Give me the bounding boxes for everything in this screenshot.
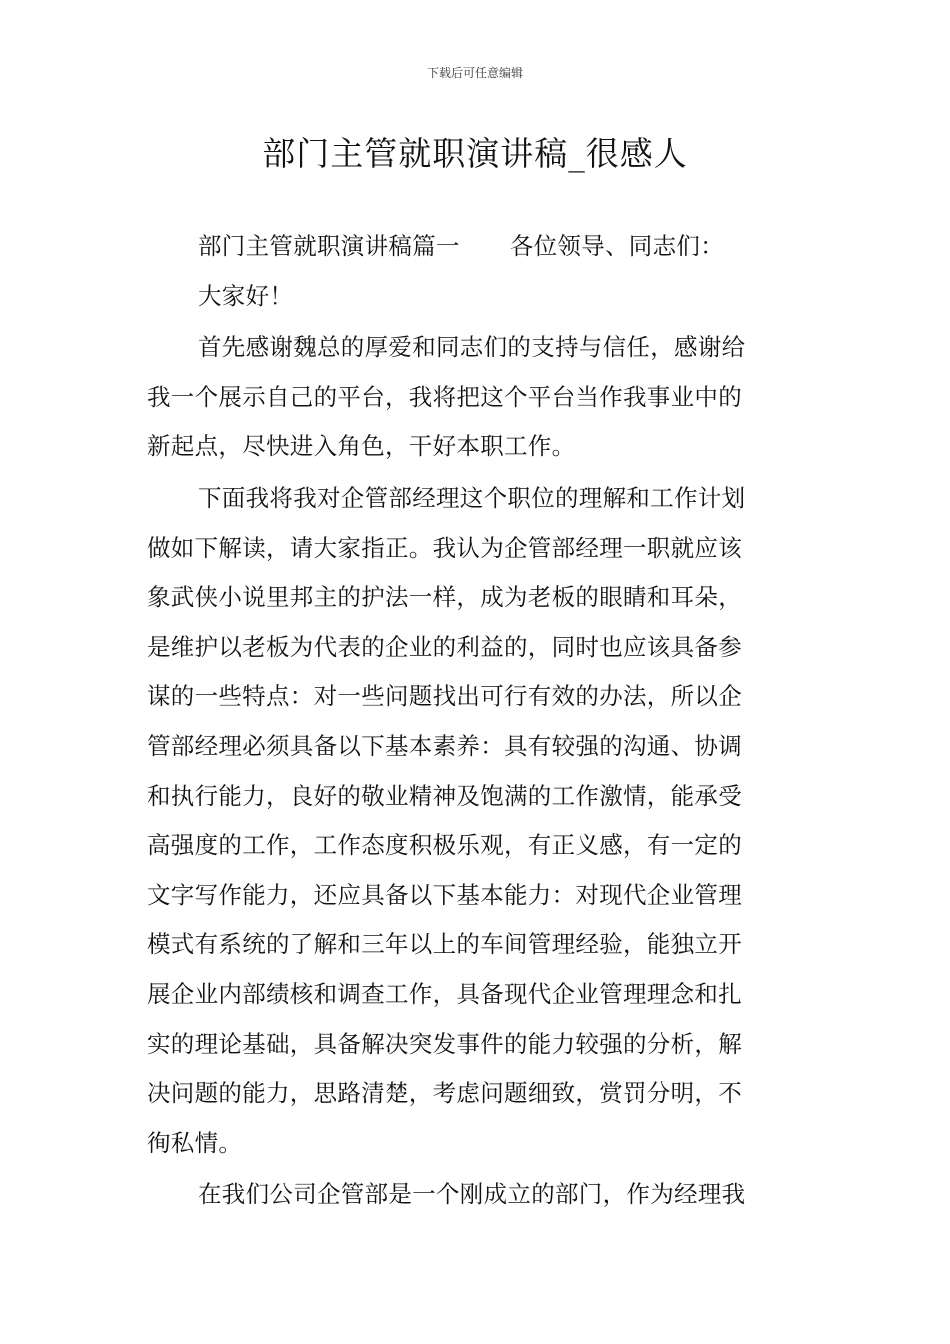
body-paragraph xyxy=(147,1170,807,1220)
opening-line-text xyxy=(147,222,807,272)
paragraph-line: 象武侠小说里邦主的护法一样，成为老板的眼睛和耳朵， xyxy=(147,583,742,612)
header-note: 下载后可任意编辑 xyxy=(426,66,523,80)
paragraph-line: 是维护以老板为代表的企业的利益的，同时也应该具备参 xyxy=(147,632,742,661)
document-title: 部门主管就职演讲稿_很感人 xyxy=(262,134,688,173)
paragraph-line: 和执行能力，良好的敬业精神及饱满的工作激情，能承受 xyxy=(147,781,742,810)
paragraph-list xyxy=(147,323,807,1220)
paragraph-line: 在我们公司企管部是一个刚成立的部门，作为经理我 xyxy=(198,1180,746,1209)
paragraph-line: 管部经理必须具备以下基本素养：具有较强的沟通、协调 xyxy=(147,731,742,760)
body-paragraph xyxy=(147,474,807,1168)
paragraph-line: 我一个展示自己的平台，我将把这个平台当作我事业中的 xyxy=(147,382,742,411)
greeting-paragraph xyxy=(147,272,807,322)
paragraph-line: 做如下解读，请大家指正。我认为企管部经理一职就应该 xyxy=(147,533,742,562)
paragraph-line: 模式有系统的了解和三年以上的车间管理经验，能独立开 xyxy=(147,930,742,959)
speech-heading: 部门主管就职演讲稿篇一 xyxy=(198,232,460,260)
paragraph-line: 谋的一些特点：对一些问题找出可行有效的办法，所以企 xyxy=(147,682,742,711)
paragraph-line: 展企业内部绩核和调查工作，具备现代企业管理理念和扎 xyxy=(147,979,742,1008)
greeting: 大家好！ xyxy=(198,281,294,310)
paragraph-line: 实的理论基础，具备解决突发事件的能力较强的分析，解 xyxy=(147,1029,742,1058)
opening-line xyxy=(147,222,807,272)
paragraph-line: 首先感谢魏总的厚爱和同志们的支持与信任，感谢给 xyxy=(198,333,746,362)
paragraph-line: 文字写作能力，还应具备以下基本能力：对现代企业管理 xyxy=(147,880,742,909)
paragraph-line: 徇私情。 xyxy=(147,1128,243,1157)
paragraph-line: 决问题的能力，思路清楚，考虑问题细致，赏罚分明，不 xyxy=(147,1079,742,1108)
paragraph-line: 高强度的工作，工作态度积极乐观，有正义感，有一定的 xyxy=(147,831,742,860)
body-paragraph xyxy=(147,323,807,472)
paragraph-line: 下面我将我对企管部经理这个职位的理解和工作计划 xyxy=(198,483,746,512)
document-body xyxy=(147,222,807,1220)
salutation: 各位领导、同志们： xyxy=(509,232,725,260)
paragraph-line: 新起点，尽快进入角色，干好本职工作。 xyxy=(147,432,576,461)
